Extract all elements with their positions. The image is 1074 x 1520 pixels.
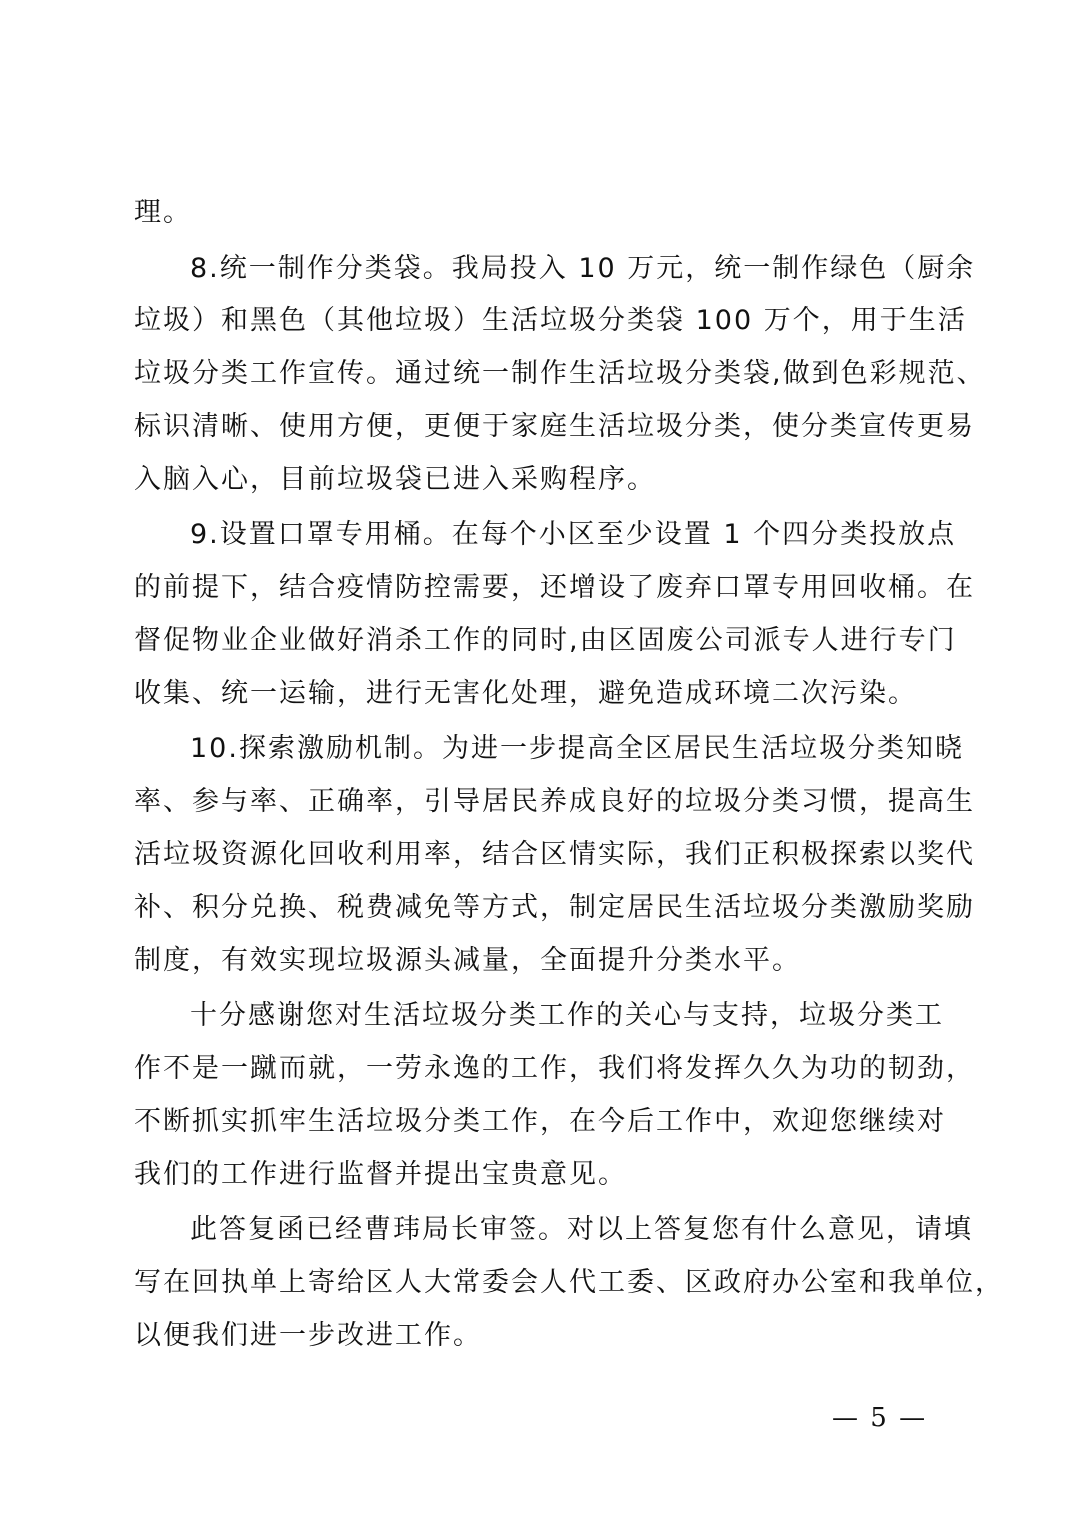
text-line: 此答复函已经曹玮局长审签。对以上答复您有什么意见，请填 <box>190 1214 973 1245</box>
text-line: 我们的工作进行监督并提出宝贵意见。 <box>134 1159 627 1190</box>
text-line: 活垃圾资源化回收利用率，结合区情实际，我们正积极探索以奖代 <box>134 839 975 870</box>
text-line: 率、参与率、正确率，引导居民养成良好的垃圾分类习惯，提高生 <box>134 786 975 817</box>
text-line: 垃圾）和黑色（其他垃圾）生活垃圾分类袋 100 万个，用于生活 <box>134 305 967 336</box>
text-line: 十分感谢您对生活垃圾分类工作的关心与支持，垃圾分类工 <box>190 1000 944 1031</box>
text-line: 以便我们进一步改进工作。 <box>134 1320 482 1351</box>
text-line: 写在回执单上寄给区人大常委会人代工委、区政府办公室和我单位， <box>134 1267 1004 1298</box>
page-number: — 5 — <box>832 1403 928 1433</box>
text-line: 督促物业企业做好消杀工作的同时,由区固废公司派专人进行专门 <box>134 625 957 656</box>
text-line: 理。 <box>134 197 192 228</box>
text-line: 的前提下，结合疫情防控需要，还增设了废弃口罩专用回收桶。在 <box>134 572 975 603</box>
text-line: 10.探索激励机制。为进一步提高全区居民生活垃圾分类知晓 <box>190 733 964 764</box>
text-line: 垃圾分类工作宣传。通过统一制作生活垃圾分类袋,做到色彩规范、 <box>134 358 986 389</box>
text-line: 8.统一制作分类袋。我局投入 10 万元，统一制作绿色（厨余 <box>190 253 976 284</box>
text-line: 标识清晰、使用方便，更便于家庭生活垃圾分类，使分类宣传更易 <box>134 411 975 442</box>
text-line: 补、积分兑换、税费减免等方式，制定居民生活垃圾分类激励奖励 <box>134 892 975 923</box>
text-line: 制度，有效实现垃圾源头减量，全面提升分类水平。 <box>134 945 801 976</box>
text-line: 9.设置口罩专用桶。在每个小区至少设置 1 个四分类投放点 <box>190 519 957 550</box>
text-line: 作不是一蹴而就，一劳永逸的工作，我们将发挥久久为功的韧劲， <box>134 1053 975 1084</box>
text-line: 不断抓实抓牢生活垃圾分类工作，在今后工作中，欢迎您继续对 <box>134 1106 946 1137</box>
text-line: 入脑入心，目前垃圾袋已进入采购程序。 <box>134 464 656 495</box>
text-line: 收集、统一运输，进行无害化处理，避免造成环境二次污染。 <box>134 678 917 709</box>
